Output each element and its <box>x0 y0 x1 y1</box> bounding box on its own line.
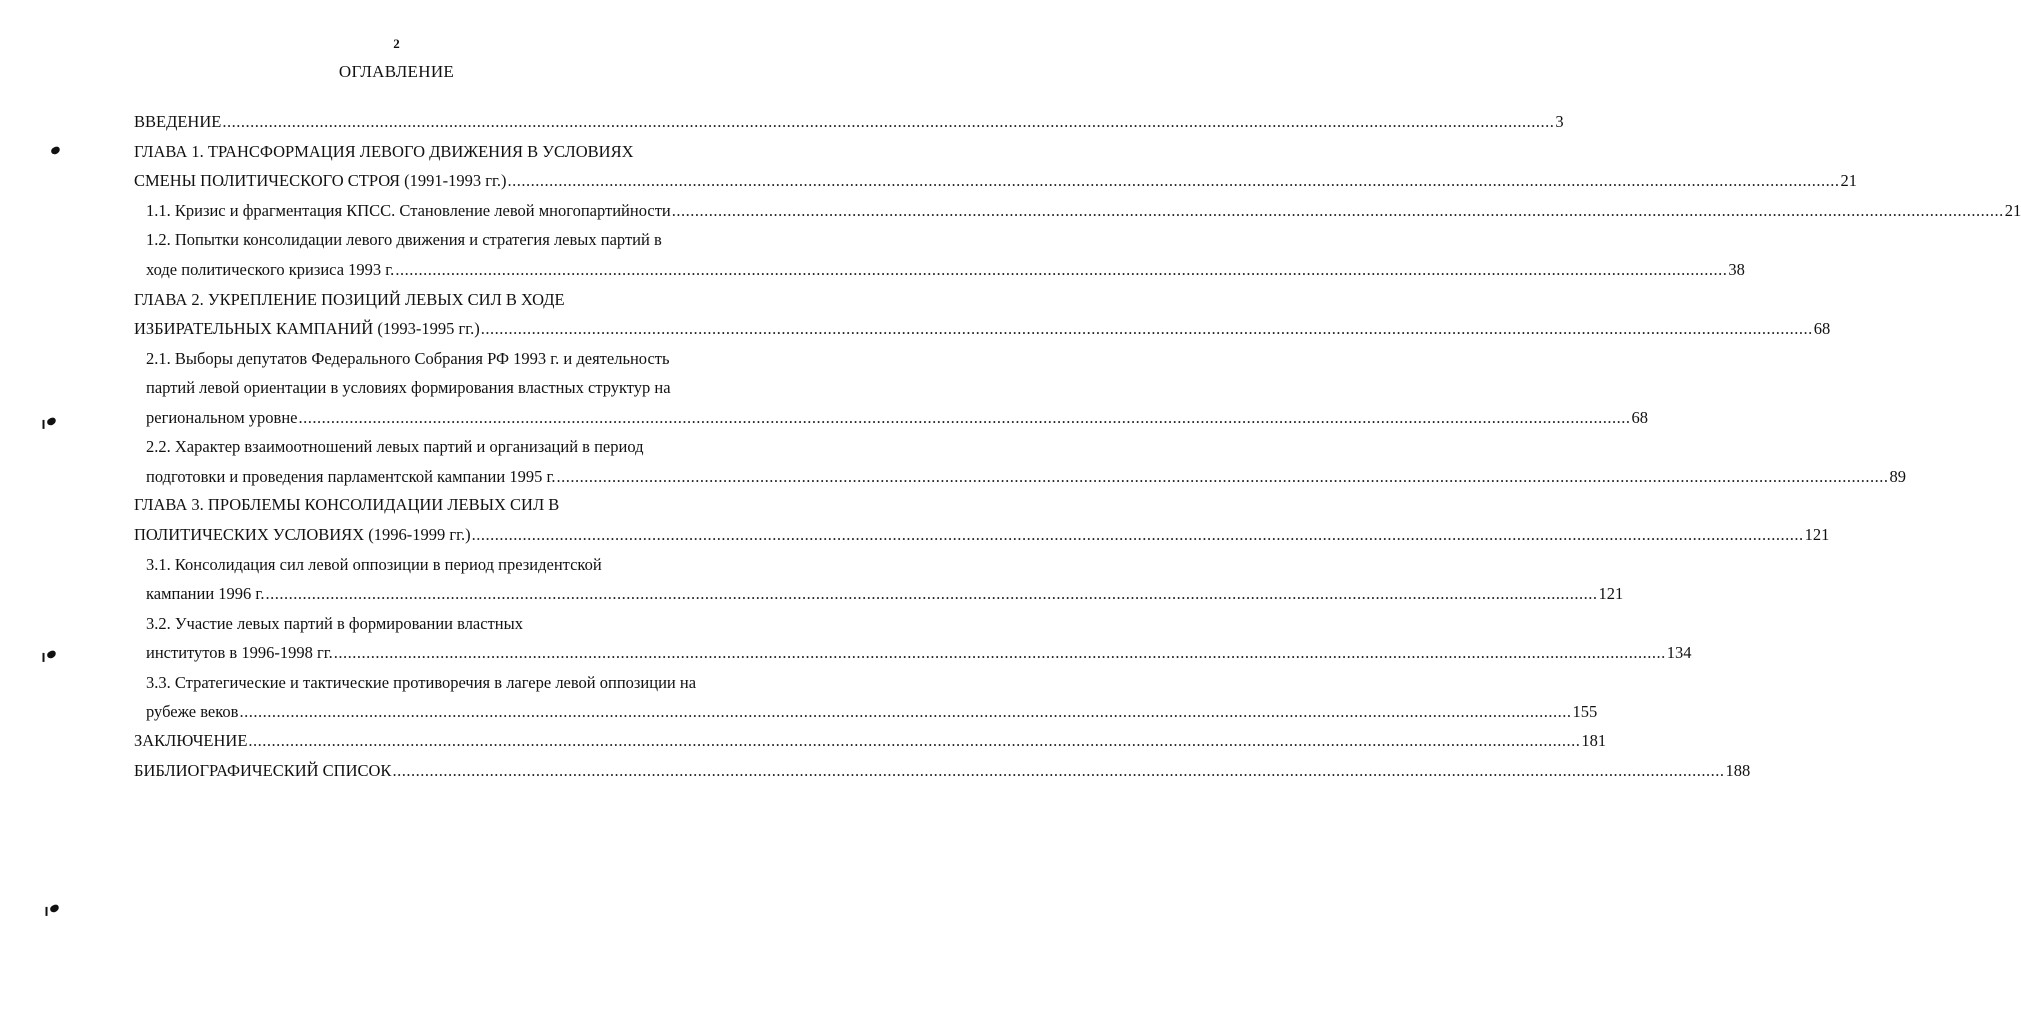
toc-entry-text: рубеже веков <box>146 702 239 721</box>
toc-page-number: 68 <box>1631 408 1649 427</box>
toc-entry-3-3-cont[interactable] <box>146 702 1598 722</box>
toc-entry-text: институтов в 1996-1998 гг. <box>146 643 333 662</box>
toc-entry-text: 1.2. Попытки консолидации левого движения и стратегия левых партий в <box>146 230 662 249</box>
toc-entry-chapter-1-cont[interactable] <box>134 171 1858 191</box>
dot-leader: ................................................................................................................................................................................................................................................................................................ <box>395 260 1728 279</box>
page-title: ОГЛАВЛЕНИЕ <box>338 62 455 81</box>
dot-leader: ................................................................................................................................................................................................................................................................................................ <box>239 702 1572 721</box>
toc-page-number: 155 <box>1572 702 1598 721</box>
dot-leader: ................................................................................................................................................................................................................................................................................................ <box>671 201 2004 220</box>
toc-entry-text: 1.1. Кризис и фрагментация КПСС. Становление левой многопартийности <box>146 201 671 220</box>
toc-entry-text: ходе политического кризиса 1993 г. <box>146 260 395 279</box>
toc-page-number: 181 <box>1581 731 1607 750</box>
scan-artifact-mark <box>46 417 57 427</box>
toc-entry-chapter-2[interactable] <box>134 290 736 310</box>
toc-entry-2-2-cont[interactable] <box>146 467 1906 487</box>
toc-entry-chapter-3[interactable] <box>134 495 736 515</box>
toc-entry-text: ВВЕДЕНИЕ <box>134 112 222 131</box>
toc-entry-text: БИБЛИОГРАФИЧЕСКИЙ СПИСОК <box>134 761 392 780</box>
toc-entry-text: ИЗБИРАТЕЛЬНЫХ КАМПАНИЙ (1993-1995 гг.) <box>134 319 480 338</box>
page-number: 2 <box>393 36 400 51</box>
toc-entry-3-2[interactable] <box>146 614 736 634</box>
dot-leader: ................................................................................................................................................................................................................................................................................................ <box>507 171 1840 190</box>
toc-entry-text: ЗАКЛЮЧЕНИЕ <box>134 731 248 750</box>
toc-page-number: 121 <box>1598 584 1624 603</box>
scan-artifact-mark <box>50 146 61 156</box>
toc-entry-text: 3.1. Консолидация сил левой оппозиции в период президентской <box>146 555 602 574</box>
dot-leader: ................................................................................................................................................................................................................................................................................................ <box>333 643 1666 662</box>
toc-entry-text: 2.2. Характер взаимоотношений левых партий и организаций в период <box>146 437 644 456</box>
dot-leader: ................................................................................................................................................................................................................................................................................................ <box>222 112 1555 131</box>
toc-entry-text: 3.2. Участие левых партий в формировании властных <box>146 614 523 633</box>
dot-leader: ................................................................................................................................................................................................................................................................................................ <box>556 467 1889 486</box>
toc-entry-chapter-1[interactable] <box>134 142 736 162</box>
toc-entry-text: подготовки и проведения парламентской кампании 1995 г. <box>146 467 556 486</box>
toc-entry-1-2-cont[interactable] <box>146 260 1745 280</box>
toc-entry-text: ПОЛИТИЧЕСКИХ УСЛОВИЯХ (1996-1999 гг.) <box>134 525 471 544</box>
toc-entry-2-2[interactable] <box>146 437 736 457</box>
toc-entry-conclusion[interactable] <box>134 731 1607 751</box>
toc-page-number: 68 <box>1813 319 1831 338</box>
toc-entry-3-2-cont[interactable] <box>146 643 1692 663</box>
toc-entry-text: ГЛАВА 2. УКРЕПЛЕНИЕ ПОЗИЦИЙ ЛЕВЫХ СИЛ В ХОДЕ <box>134 290 565 309</box>
dot-leader: ................................................................................................................................................................................................................................................................................................ <box>392 761 1725 780</box>
scan-artifact-mark <box>46 650 57 660</box>
toc-page-number: 21 <box>2004 201 2021 220</box>
dot-leader: ................................................................................................................................................................................................................................................................................................ <box>480 319 1813 338</box>
dot-leader: ................................................................................................................................................................................................................................................................................................ <box>298 408 1631 427</box>
dot-leader: ................................................................................................................................................................................................................................................................................................ <box>471 525 1804 544</box>
toc-page-number: 134 <box>1666 643 1692 662</box>
toc-entry-text: региональном уровне <box>146 408 298 427</box>
toc-entry-text: ГЛАВА 1. ТРАНСФОРМАЦИЯ ЛЕВОГО ДВИЖЕНИЯ В УСЛОВИЯХ <box>134 142 634 161</box>
toc-entry-2-1-end[interactable] <box>146 408 1649 428</box>
toc-entry-2-1-cont[interactable] <box>146 378 736 398</box>
dot-leader: ................................................................................................................................................................................................................................................................................................ <box>265 584 1598 603</box>
toc-entry-bibliography[interactable] <box>134 761 1751 781</box>
toc-entry-text: 3.3. Стратегические и тактические противоречия в лагере левой оппозиции на <box>146 673 697 692</box>
toc-page-number: 121 <box>1804 525 1830 544</box>
toc-entry-3-1[interactable] <box>146 555 736 575</box>
toc-entry-1-1[interactable] <box>146 201 2021 221</box>
dot-leader: ................................................................................................................................................................................................................................................................................................ <box>248 731 1581 750</box>
toc-entry-text: 2.1. Выборы депутатов Федерального Собрания РФ 1993 г. и деятельность <box>146 349 670 368</box>
toc-entry-1-2[interactable] <box>146 230 736 250</box>
toc-page-number: 38 <box>1728 260 1745 279</box>
toc-entry-chapter-3-cont[interactable] <box>134 525 1830 545</box>
toc-entry-text: партий левой ориентации в условиях формирования властных структур на <box>146 378 671 397</box>
scan-artifact-mark <box>49 904 60 914</box>
toc-entry-3-3[interactable] <box>146 673 736 693</box>
toc-entry-text: ГЛАВА 3. ПРОБЛЕМЫ КОНСОЛИДАЦИИ ЛЕВЫХ СИЛ В <box>134 495 560 514</box>
toc-entry-chapter-2-cont[interactable] <box>134 319 1831 339</box>
toc-entry-2-1[interactable] <box>146 349 736 369</box>
toc-entry-3-1-cont[interactable] <box>146 584 1624 604</box>
toc-page-number: 3 <box>1555 112 1564 131</box>
toc-page-number: 89 <box>1889 467 1906 486</box>
toc-entry-text: кампании 1996 г. <box>146 584 265 603</box>
toc-entry-text: СМЕНЫ ПОЛИТИЧЕСКОГО СТРОЯ (1991-1993 гг.) <box>134 171 507 190</box>
toc-entry-introduction[interactable] <box>134 112 1564 132</box>
toc-page-number: 188 <box>1725 761 1751 780</box>
toc-page-number: 21 <box>1840 171 1858 190</box>
